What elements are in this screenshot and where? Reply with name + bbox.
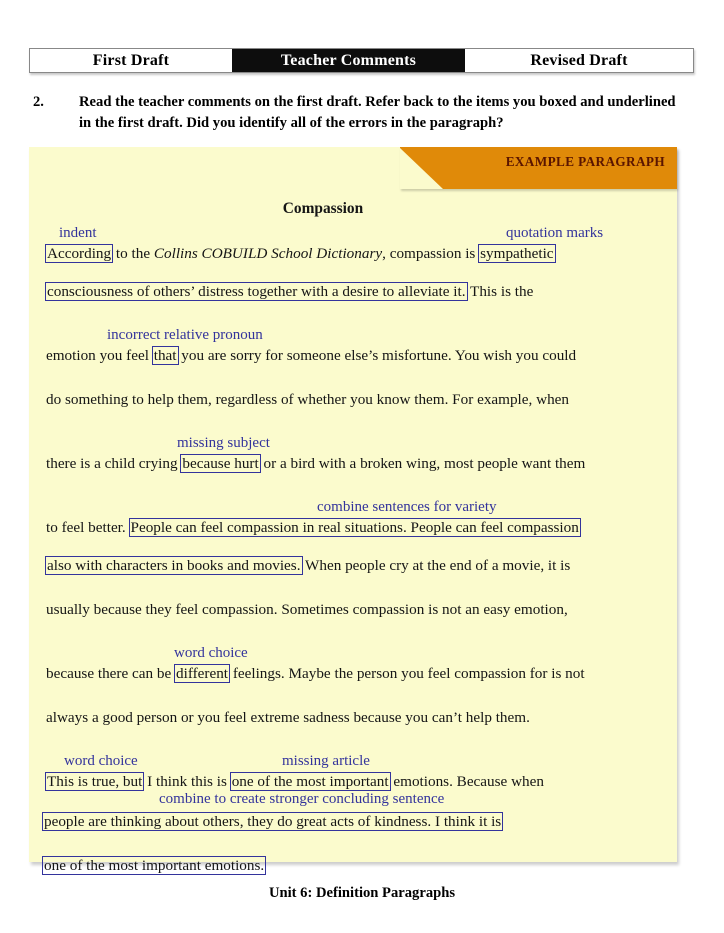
tab-first-draft[interactable]: [30, 49, 232, 72]
annotation-row-1: [29, 225, 677, 245]
annotation-row-2: [29, 327, 677, 347]
boxed-sympathetic: sympathetic: [480, 245, 554, 262]
annotation-row-6: [29, 753, 677, 773]
annotation-combine-sentences-for-variety: combine sentences for variety: [317, 499, 497, 515]
boxed-according: According: [47, 245, 112, 262]
boxed-definition-clause: consciousness of others’ distress together with a desire to alleviate it.: [47, 283, 466, 300]
paragraph-line-12: [29, 813, 677, 831]
spacer-2: [29, 301, 677, 327]
spacer-6: [29, 537, 677, 557]
paragraph-line-3: [29, 347, 677, 365]
tab-first-draft-label: First Draft: [92, 51, 170, 69]
paragraph-line-10: always a good person or you feel extreme sadness because you can’t help them.: [46, 709, 530, 726]
boxed-combine-part-2: also with characters in books and movies.: [47, 557, 301, 574]
draft-stage-tabbar: [29, 48, 694, 73]
line5-text-a: there is a child crying: [46, 455, 182, 472]
annotation-row-5: [29, 645, 677, 665]
paragraph-title: Compassion: [282, 200, 364, 217]
spacer-3: [29, 365, 677, 391]
annotation-combine-concluding-sentence: combine to create stronger concluding sentence: [159, 791, 445, 807]
annotated-paragraph: [29, 200, 677, 874]
example-paragraph-banner: [400, 147, 677, 189]
paragraph-line-8: usually because they feel compassion. Sometimes compassion is not an easy emotion,: [46, 601, 568, 618]
line9-text-a: because there can be: [46, 665, 176, 682]
annotation-row-7: [29, 791, 677, 813]
line1-text-d: , compassion is: [382, 245, 480, 262]
page-footer: Unit 6: Definition Paragraphs: [268, 885, 456, 901]
paragraph-line-5: [29, 455, 677, 473]
spacer-8: [29, 619, 677, 645]
boxed-concluding-part-1: people are thinking about others, they do great acts of kindness. I think it is: [44, 813, 502, 830]
boxed-that: that: [153, 347, 177, 364]
annotation-word-choice-1: word choice: [174, 645, 248, 661]
boxed-different: different: [176, 665, 229, 682]
line11-text-d: emotions. Because when: [389, 773, 544, 790]
paragraph-line-7: [29, 557, 677, 575]
line3-text-a: emotion you feel: [46, 347, 153, 364]
tab-revised-draft[interactable]: [465, 49, 693, 72]
annotation-missing-subject: missing subject: [177, 435, 270, 451]
line7-text-b: When people cry at the end of a movie, it is: [301, 557, 571, 574]
spacer-4: [29, 409, 677, 435]
paragraph-line-13: [29, 857, 677, 875]
instruction-number: 2.: [33, 94, 44, 110]
spacer-9: [29, 683, 677, 709]
boxed-concluding-part-2: one of the most important emotions.: [44, 857, 265, 874]
line3-text-c: you are sorry for someone else’s misfortune. You wish you could: [177, 347, 577, 364]
line11-text-b: I think this is: [143, 773, 231, 790]
paragraph-line-1: [29, 245, 677, 263]
tab-teacher-comments[interactable]: [232, 49, 465, 72]
annotation-row-3: [29, 435, 677, 455]
paragraph-line-11: [29, 773, 677, 791]
tab-revised-draft-label: Revised Draft: [530, 51, 628, 69]
paragraph-line-4: do something to help them, regardless of whether you know them. For example, when: [46, 391, 570, 408]
paragraph-line-2: [29, 283, 677, 301]
line5-text-c: or a bird with a broken wing, most people want them: [259, 455, 586, 472]
example-paragraph-banner-label: EXAMPLE PARAGRAPH: [505, 154, 665, 169]
boxed-because-hurt: because hurt: [182, 455, 259, 472]
instruction-block: [33, 92, 688, 134]
spacer-1: [29, 263, 677, 283]
paragraph-line-9: [29, 665, 677, 683]
annotation-missing-article: missing article: [282, 753, 370, 769]
spacer-7: [29, 575, 677, 601]
line1-text-b: to the: [112, 245, 154, 262]
line6-text-a: to feel better.: [46, 519, 130, 536]
spacer-10: [29, 727, 677, 753]
dictionary-title: Collins COBUILD School Dictionary: [153, 245, 383, 262]
spacer-5: [29, 473, 677, 499]
annotation-row-4: [29, 499, 677, 519]
boxed-this-is-true-but: This is true, but: [47, 773, 143, 790]
annotation-indent: indent: [59, 225, 97, 241]
boxed-combine-part-1: People can feel compassion in real situations. People can feel compassion: [130, 519, 579, 536]
annotation-incorrect-relative-pronoun: incorrect relative pronoun: [107, 327, 263, 343]
boxed-one-of-the-most-important: one of the most important: [231, 773, 389, 790]
tab-teacher-comments-label: Teacher Comments: [280, 51, 417, 69]
annotation-word-choice-2: word choice: [64, 753, 138, 769]
line2-text-b: This is the: [466, 283, 534, 300]
annotation-quotation-marks: quotation marks: [506, 225, 604, 241]
example-paragraph-panel: [29, 147, 677, 874]
instruction-text: Read the teacher comments on the first draft. Refer back to the items you boxed and underlined in the first draft. Did you identify all of the errors in the paragraph?: [79, 94, 676, 131]
line9-text-c: feelings. Maybe the person you feel compassion for is not: [229, 665, 585, 682]
spacer-11: [29, 831, 677, 857]
paragraph-line-6: [29, 519, 677, 537]
